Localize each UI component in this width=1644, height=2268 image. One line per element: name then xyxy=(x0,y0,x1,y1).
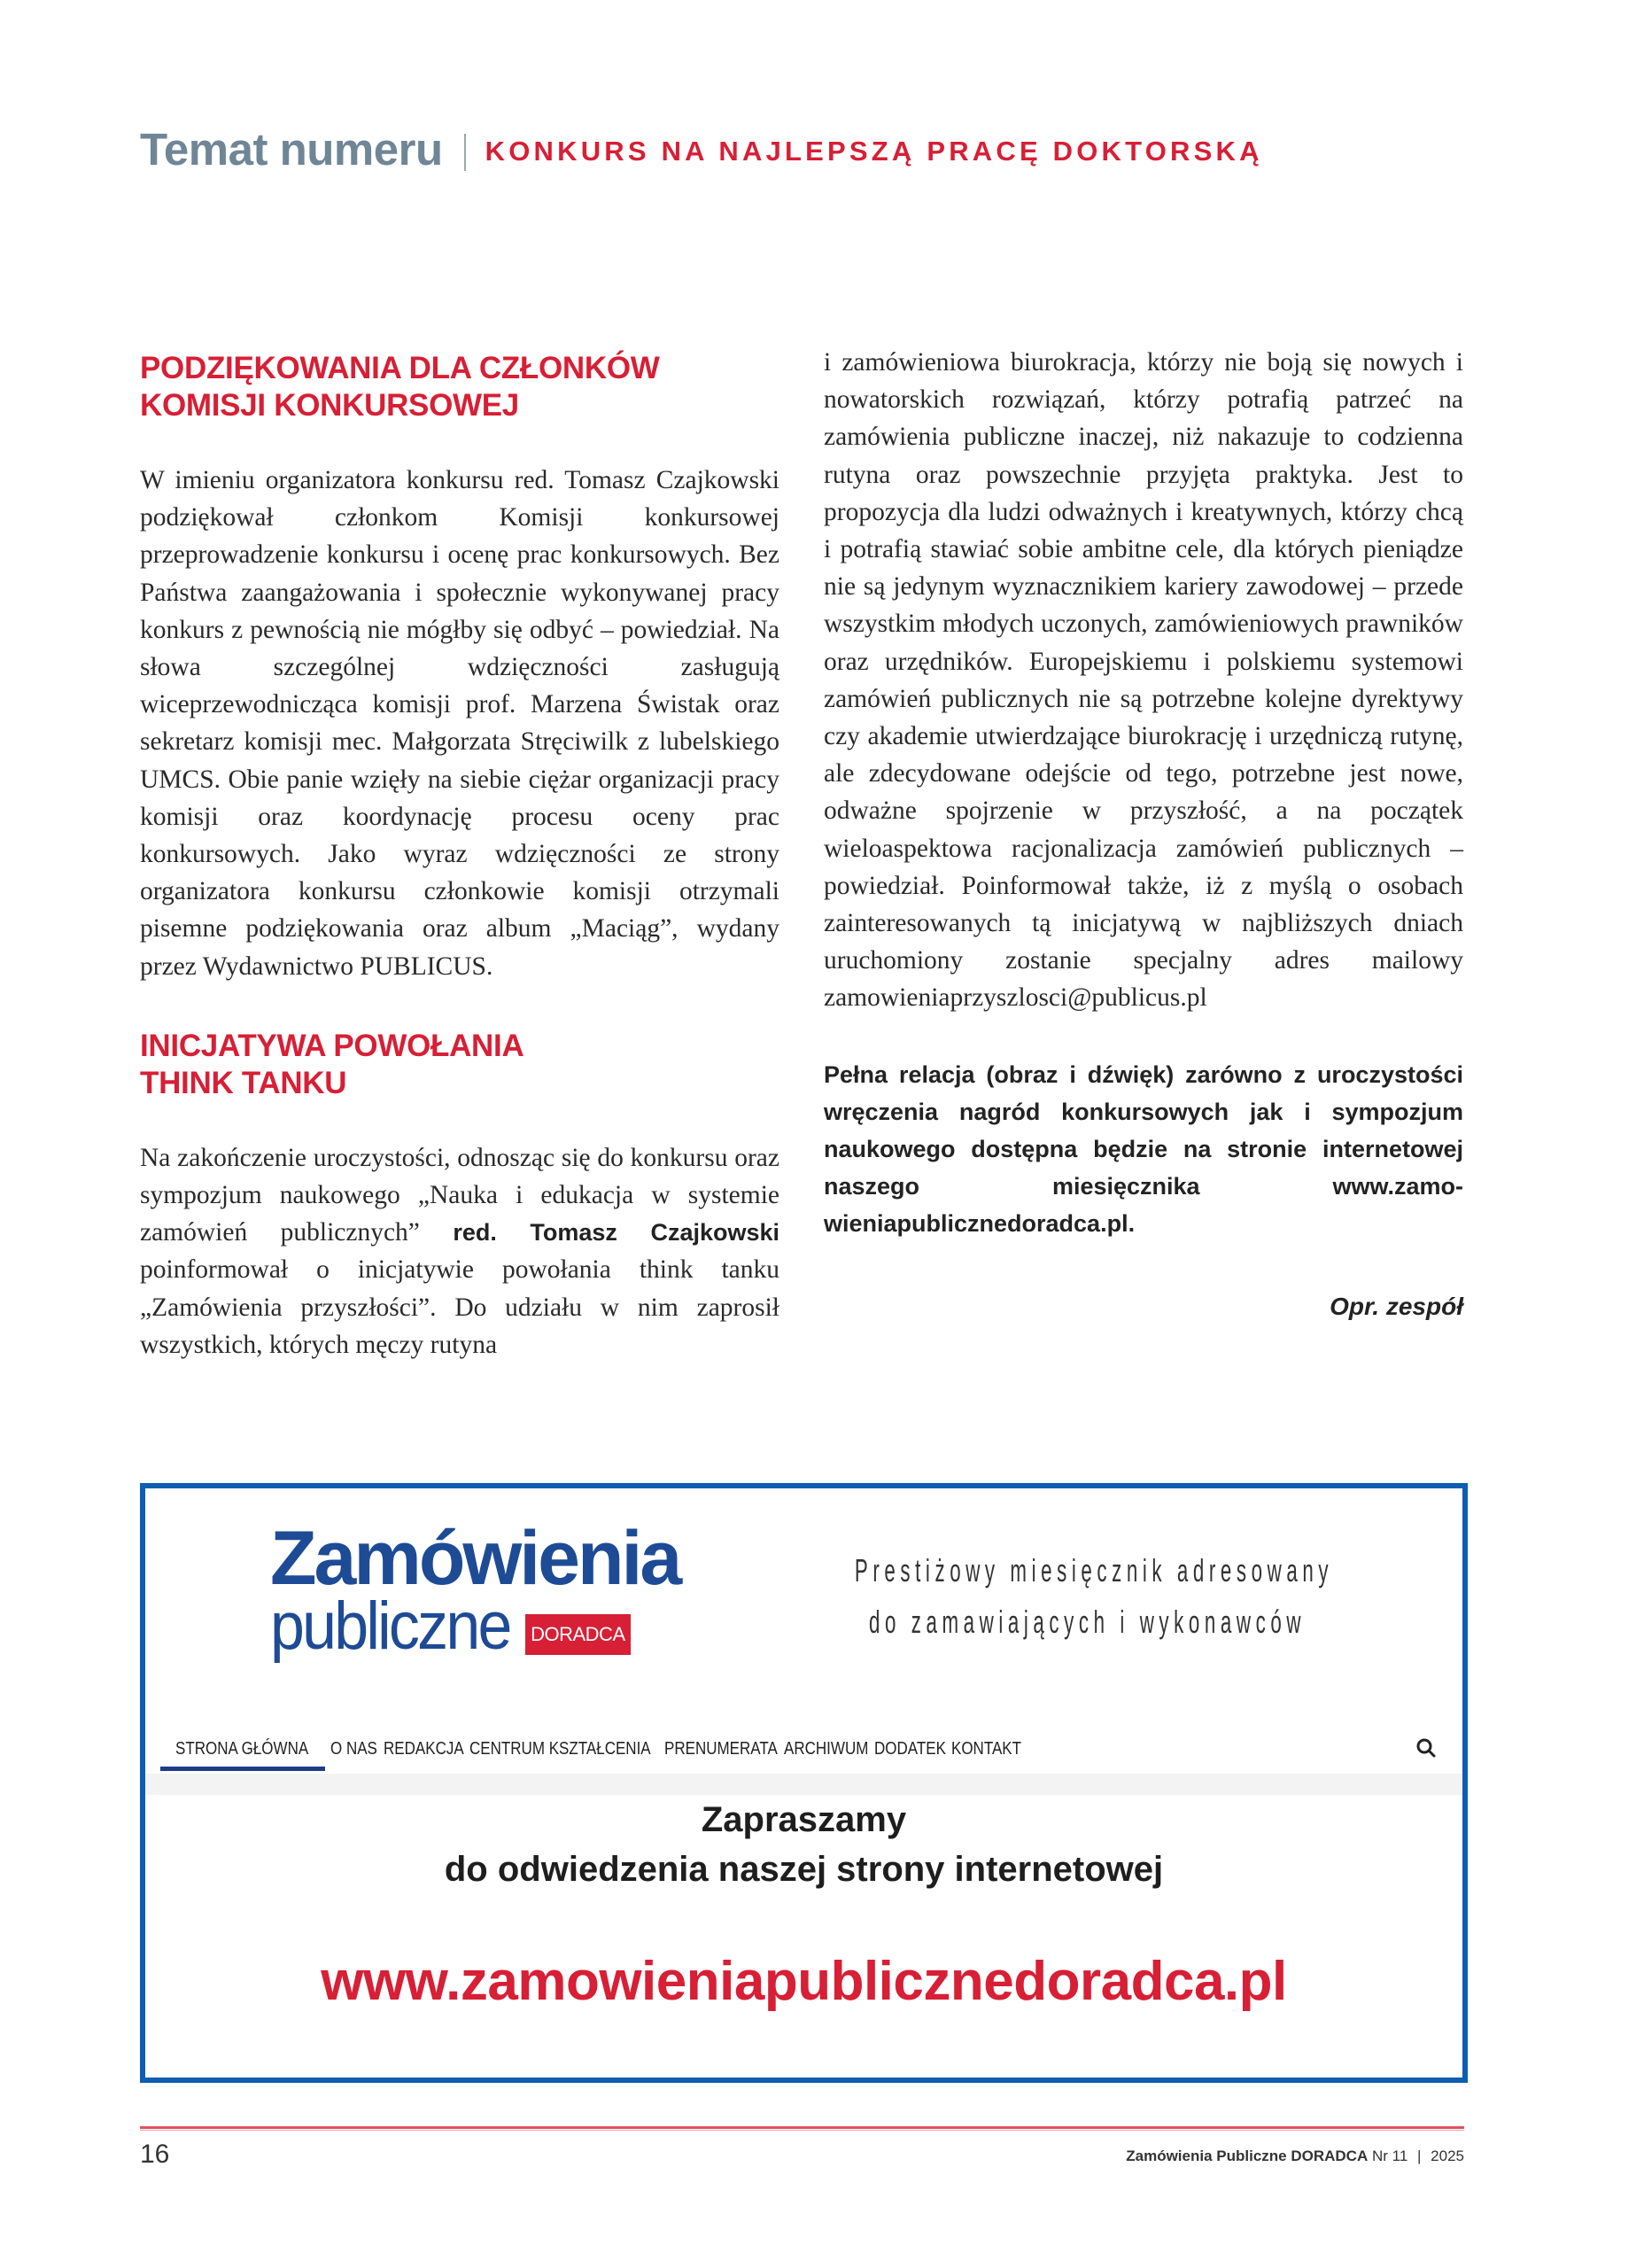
header-divider xyxy=(464,134,466,171)
logo-word-zamowienia: Zamówienia xyxy=(270,1516,680,1601)
issue-number: Nr 11 xyxy=(1371,2148,1408,2164)
nav-item-centrum-ksztalcenia[interactable]: CENTRUM KSZTAŁCENIA xyxy=(469,1738,651,1759)
tagline xyxy=(145,1545,1462,1648)
paragraph-thanks: W imieniu organizatora konkursu red. Tomasz Czajkowski podziękował członkom Komisji konkursowej przeprowadzenie konkursu i ocenę prac konkursowych. Bez Państwa zaangażowania i społecznie wykonywanej pracy konkurs z pewnością nie mógłby się odbyć – powiedział. Na słowa szczególnej wdzięczności zasługują wiceprzewodnicząca komisji prof. Marzena Świstak oraz sekretarz komisji mec. Małgorzata Stręciwilk z lubelskiego UMCS. Obie panie wzięły na siebie ciężar organizacji pracy komisji oraz koordynację procesu oceny prac konkursowych. Jako wyraz wdzięczności ze strony organizatora konkursu członkowie komisji otrzymali pisemne podziękowania oraz album „Maciąg”, wydany przez Wydawnictwo PUBLICUS. xyxy=(140,466,779,981)
bold-name: red. Tomasz Czajkowski xyxy=(453,1219,779,1247)
topic-title: KONKURS NA NAJLEPSZĄ PRACĘ DOKTORSKĄ xyxy=(485,136,1263,167)
right-column xyxy=(824,344,1463,1325)
website-nav xyxy=(145,1724,1462,1774)
footer-divider-secondary xyxy=(140,2130,1464,2131)
signature: Opr. zespół xyxy=(1330,1292,1463,1320)
nav-shadow-band xyxy=(145,1774,1462,1795)
paragraph-think-tank xyxy=(140,1139,779,1363)
publication-name: Zamówienia Publiczne DORADCA xyxy=(1126,2148,1369,2164)
paragraph-text: poinformował o inicjatywie powołania think tanku „Zamówienia przyszłości”. Do udziału w nim zaprosił wszystkich, których męczy rutyna xyxy=(140,1255,779,1359)
invite-line: Zapraszamy xyxy=(701,1800,907,1839)
nav-item-kontakt[interactable]: KONTAKT xyxy=(951,1738,1022,1759)
heading-line: THINK TANKU xyxy=(140,1065,347,1100)
nav-item-prenumerata[interactable]: PRENUMERATA xyxy=(664,1738,779,1759)
issue-year: 2025 xyxy=(1431,2148,1464,2164)
section-title: Temat numeru xyxy=(140,123,443,175)
page-header xyxy=(140,122,1263,175)
heading-line: INICJATYWA POWOŁANIA xyxy=(140,1028,524,1063)
nav-active-indicator xyxy=(160,1767,325,1771)
section-heading-thanks xyxy=(140,350,779,424)
nav-item-strona-glowna[interactable]: STRONA GŁÓWNA xyxy=(175,1738,309,1759)
footer-divider xyxy=(140,2126,1464,2129)
heading-line: PODZIĘKOWANIA DLA CZŁONKÓW xyxy=(140,351,660,385)
heading-line: KOMISJI KONKURSOWEJ xyxy=(140,388,519,423)
search-icon[interactable] xyxy=(1415,1736,1438,1759)
footer-publication-info xyxy=(1126,2148,1464,2165)
advertisement-box[interactable] xyxy=(140,1483,1468,2083)
logo-badge-doradca: DORADCA xyxy=(525,1614,631,1655)
page-number: 16 xyxy=(140,2140,170,2169)
website-url-link[interactable]: www.zamowieniapublicznedoradca.pl xyxy=(321,1951,1287,2012)
left-column xyxy=(140,350,779,1363)
tagline-line: Prestiżowy miesięcznik adresowany xyxy=(854,1552,1334,1588)
tagline-line: do zamawiających i wykonawców xyxy=(868,1604,1307,1640)
nav-item-archiwum[interactable]: ARCHIWUM xyxy=(783,1738,869,1759)
summary-paragraph: Pełna relacja (obraz i dźwięk) zarówno z uroczystości wręczenia nagród konkursowych jak i sympozjum naukowego dostępna będzie na stronie internetowej naszego miesięcznika www.zamowieniapublicznedoradca.pl. xyxy=(824,1060,1463,1237)
paragraph-text: Na zakończenie uroczystości, odnosząc się do konkursu oraz sympozjum naukowego „Nauka i edukacja w systemie zamówień publicznych” xyxy=(140,1143,779,1247)
footer-separator: | xyxy=(1417,2148,1422,2164)
nav-item-redakcja[interactable]: REDAKCJA xyxy=(383,1738,464,1759)
nav-item-dodatek[interactable]: DODATEK xyxy=(874,1738,946,1759)
section-heading-think-tank xyxy=(140,1028,779,1102)
invite-text xyxy=(145,1798,1462,1891)
invite-line: do odwiedzenia naszej strony internetowej xyxy=(444,1850,1164,1889)
logo-word-publiczne: publiczne xyxy=(270,1588,510,1664)
paragraph-think-tank-continued: i zamówieniowa biurokracja, którzy nie boją się nowych i nowatorskich rozwiązań, którzy potrafią patrzeć na zamówienia publiczne inaczej, niż nakazuje to codzienna rutyna oraz powszechnie przyjęta praktyka. Jest to propozycja dla ludzi odważnych i kreatywnych, którzy chcą i potrafią stawiać sobie ambitne cele, dla których pieniądze nie są jedynym wyznacznikiem kariery zawodowej – przede wszystkim młodych uczonych, zamówieniowych prawników oraz urzędników. Europejskiemu i polskiemu systemowi zamówień publicznych nie są potrzebne kolejne dyrektywy czy akademie utwierdzające biurokrację i urzędniczą rutynę, ale zdecydowane odejście od tego, potrzebne jest nowe, odważne spojrzenie w przyszłość, a na początek wieloaspektowa racjonalizacja zamówień publicznych – powiedział. Poinformował także, iż z myślą o osobach zainteresowanych tą inicjatywą w najbliższych dniach uruchomiony zostanie specjalny adres mailowy zamowieniaprzyszlosci@publicus.pl xyxy=(824,348,1463,1013)
nav-item-o-nas[interactable]: O NAS xyxy=(330,1738,377,1759)
